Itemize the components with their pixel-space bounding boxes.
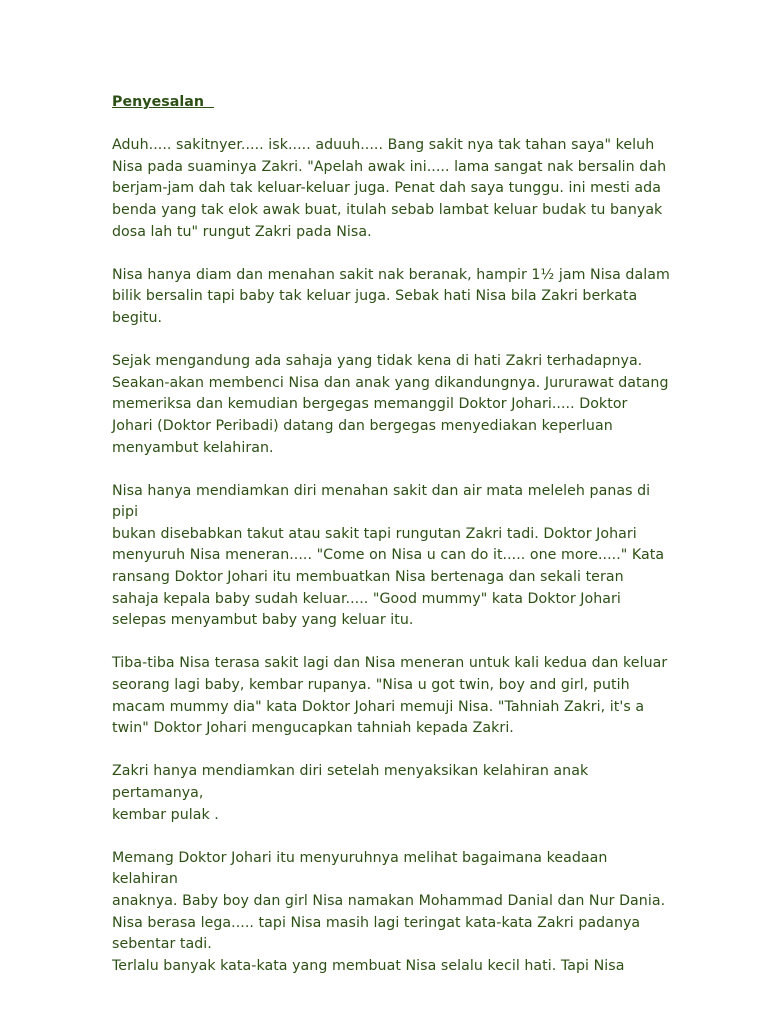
paragraph-4: Nisa hanya mendiamkan diri menahan sakit dan air mata meleleh panas di pipi bukan disebabkan takut atau sakit tapi rungutan Zakri tadi. Doktor Johari menyuruh Nisa meneran..... "Come on Nisa u can do it..... one more....." Kata ransang Doktor Johari itu membuatkan Nisa bertenaga dan sekali teran sahaja kepala baby sudah keluar..... "Good mummy" kata Doktor Johari selepas menyambut baby yang keluar itu. (112, 482, 665, 629)
document-body (112, 92, 672, 977)
paragraph-3: Sejak mengandung ada sahaja yang tidak kena di hati Zakri terhadapnya. Seakan-akan membenci Nisa dan anak yang dikandungnya. Jururawat datang memeriksa dan kemudian bergegas memanggil Doktor Johari..... Doktor Johari (Doktor Peribadi) datang dan bergegas menyediakan keperluan menyambut kelahiran. (112, 353, 669, 456)
paragraph-6: Zakri hanya mendiamkan diri setelah menyaksikan kelahiran anak pertamanya, kembar pulak . (112, 763, 589, 823)
paragraph-5: Tiba-tiba Nisa terasa sakit lagi dan Nisa meneran untuk kali kedua dan keluar seorang lagi baby, kembar rupanya. "Nisa u got twin, boy and girl, putih macam mummy dia" kata Doktor Johari memuji Nisa. "Tahniah Zakri, it's a twin" Doktor Johari mengucapkan tahniah kepada Zakri. (112, 655, 668, 737)
paragraph-1: Aduh..... sakitnyer..... isk..... aduuh..... Bang sakit nya tak tahan saya" keluh Nisa pada suaminya Zakri. "Apelah awak ini..... lama sangat nak bersalin dah berjam-jam dah tak keluar-keluar juga. Penat dah saya tunggu. ini mesti ada benda yang tak elok awak buat, itulah sebab lambat keluar budak tu banyak dosa lah tu" rungut Zakri pada Nisa. (112, 137, 667, 240)
document-title: Penyesalan (112, 94, 205, 110)
paragraph-2: Nisa hanya diam dan menahan sakit nak beranak, hampir 1½ jam Nisa dalam bilik bersalin tapi baby tak keluar juga. Sebak hati Nisa bila Zakri berkata begitu. (112, 266, 670, 326)
paragraph-7: Memang Doktor Johari itu menyuruhnya melihat bagaimana keadaan kelahiran anaknya. Baby boy dan girl Nisa namakan Mohammad Danial dan Nur Dania. Nisa berasa lega..... tapi Nisa masih lagi teringat kata-kata Zakri padanya sebentar tadi. Terlalu banyak kata-kata yang membuat Nisa selalu kecil hati. Tapi Nisa (112, 849, 666, 974)
